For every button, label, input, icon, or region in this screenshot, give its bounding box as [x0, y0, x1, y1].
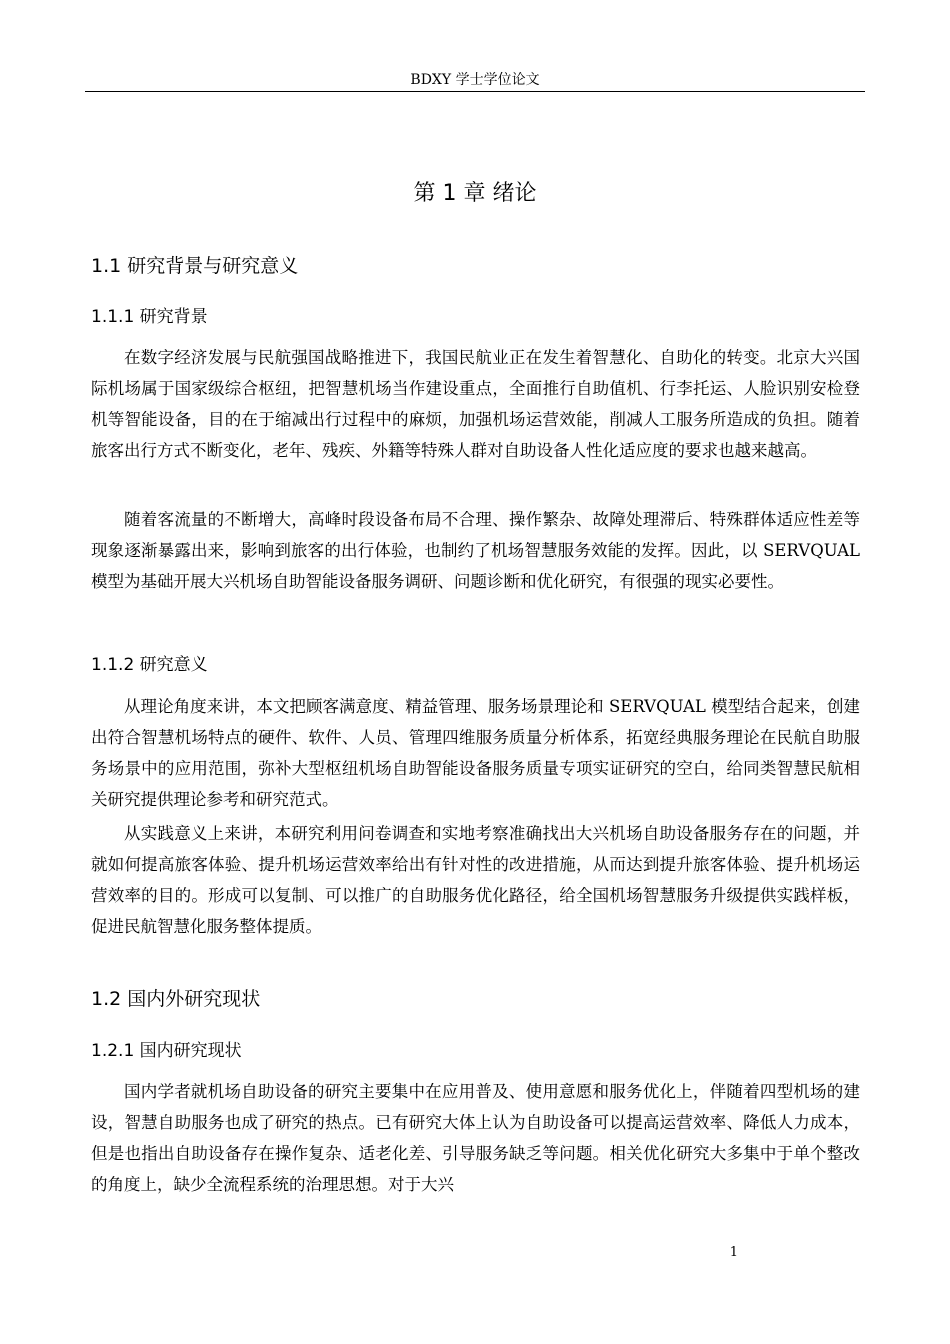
page-number: 1 — [729, 1245, 738, 1260]
subsection-heading-1-1-1: 1.1.1 研究背景 — [91, 307, 208, 327]
section-heading-1-2: 1.2 国内外研究现状 — [91, 988, 261, 1010]
chapter-title: 第 1 章 绪论 — [413, 181, 537, 206]
running-header: BDXY 学士学位论文 — [410, 72, 540, 88]
paragraph-background-2: 随着客流量的不断增大，高峰时段设备布局不合理、操作繁杂、故障处理滞后、特殊群体适应性差等现象逐渐暴露出来，影响到旅客的出行体验，也制约了机场智慧服务效能的发挥。因此，以 SERVQUAL 模型为基础开展大兴机场自助智能设备服务调研、问题诊断和优化研究，有很强的现实必要性。 — [91, 510, 860, 591]
header-rule — [85, 91, 865, 92]
subsection-heading-1-2-1: 1.2.1 国内研究现状 — [91, 1041, 242, 1061]
section-heading-1-1: 1.1 研究背景与研究意义 — [91, 255, 299, 277]
paragraph-significance-2: 从实践意义上来讲，本研究利用问卷调查和实地考察准确找出大兴机场自助设备服务存在的问题，并就如何提高旅客体验、提升机场运营效率给出有针对性的改进措施，从而达到提升旅客体验、提升机场运营效率的目的。形成可以复制、可以推广的自助服务优化路径，给全国机场智慧服务升级提供实践样板，促进民航智慧化服务整体提质。 — [91, 824, 860, 936]
paragraph-background-1: 在数字经济发展与民航强国战略推进下，我国民航业正在发生着智慧化、自助化的转变。北京大兴国际机场属于国家级综合枢纽，把智慧机场当作建设重点，全面推行自助值机、行李托运、人脸识别安检登机等智能设备，目的在于缩减出行过程中的麻烦，加强机场运营效能，削减人工服务所造成的负担。随着旅客出行方式不断变化，老年、残疾、外籍等特殊人群对自助设备人性化适应度的要求也越来越高。 — [91, 348, 860, 460]
paragraph-significance-1: 从理论角度来讲，本文把顾客满意度、精益管理、服务场景理论和 SERVQUAL 模型结合起来，创建出符合智慧机场特点的硬件、软件、人员、管理四维服务质量分析体系，拓宽经典服务理论在民航自助服务场景中的应用范围，弥补大型枢纽机场自助智能设备服务质量专项实证研究的空白，给同类智慧民航相关研究提供理论参考和研究范式。 — [91, 697, 860, 809]
subsection-heading-1-1-2: 1.1.2 研究意义 — [91, 655, 208, 675]
paragraph-domestic-research: 国内学者就机场自助设备的研究主要集中在应用普及、使用意愿和服务优化上，伴随着四型机场的建设，智慧自助服务也成了研究的热点。已有研究大体上认为自助设备可以提高运营效率、降低人力成本，但是也指出自助设备存在操作复杂、适老化差、引导服务缺乏等问题。相关优化研究大多集中于单个整改的角度上，缺少全流程系统的治理思想。对于大兴 — [91, 1082, 860, 1194]
